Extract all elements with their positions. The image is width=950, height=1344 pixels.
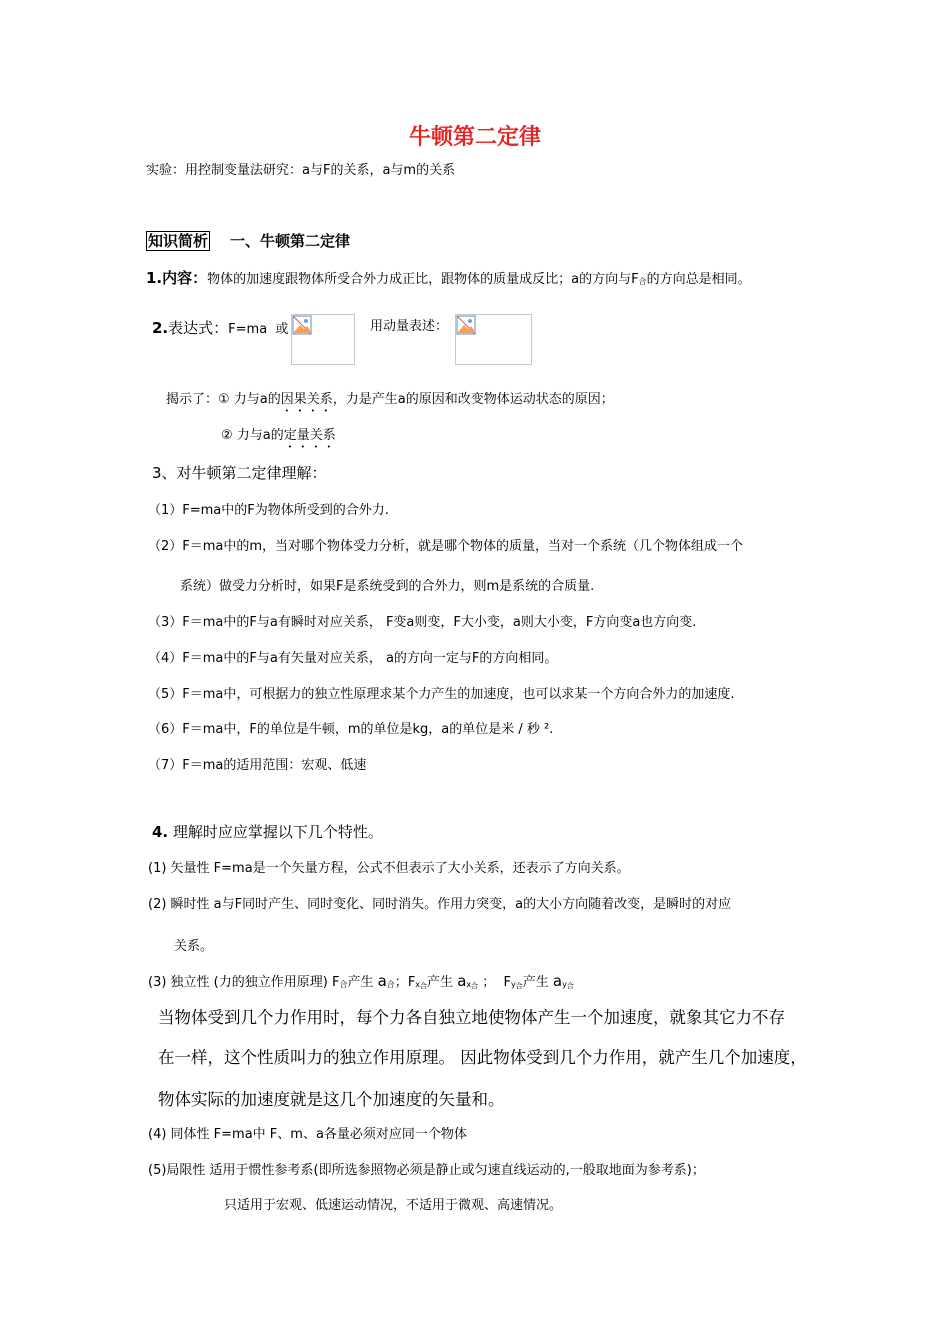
intro-line: 实验：用控制变量法研究：a与F的关系，a与m的关系 <box>146 163 456 178</box>
understanding-item: （3）F＝ma中的F与a有瞬时对应关系， F变a则变，F大小变，a则大小变，F方向变a也方向变. <box>148 615 697 630</box>
reveal-emph-1: 因果关系 <box>280 392 333 407</box>
content-text-after: 的方向总是相同。 <box>646 272 751 287</box>
section-heading <box>146 231 350 251</box>
understanding-item: （4）F＝ma中的F与a有矢量对应关系， a的方向一定与F的方向相同。 <box>148 651 558 666</box>
page-title: 牛顿第二定律 <box>408 125 541 150</box>
content-text: 物体的加速度跟物体所受合外力成正比，跟物体的质量成反比；a的方向与F <box>207 272 639 287</box>
formula-image-placeholder <box>291 314 355 365</box>
reveal-line-2 <box>221 427 336 451</box>
property-limitation-cont: 只适用于宏观、低速运动情况，不适用于微观、高速情况。 <box>224 1198 563 1213</box>
content-line <box>146 268 751 291</box>
reveal-line-1 <box>166 391 614 415</box>
expression-line <box>152 318 288 339</box>
property-instant: (2) 瞬时性 a与F同时产生、同时变化、同时消失。作用力突变，a的大小方向随着改变，是瞬时的对应 <box>148 897 732 912</box>
properties-heading-text: 理解时应应掌握以下几个特性。 <box>172 823 383 841</box>
understanding-item: （7）F＝ma的适用范围：宏观、低速 <box>148 758 367 773</box>
reveal-emph-2: 定量关系 <box>283 428 336 443</box>
momentum-label: 用动量表述： <box>370 319 449 334</box>
property-independence: (3) 独立性 (力的独立作用原理) F合产生 a合；Fx合产生 ax合 ； Fy合产生 ay合 <box>148 972 574 990</box>
expression-label: 表达式： <box>168 319 229 337</box>
reveal-rest: ，力是产生a的原因和改变物体运动状态的原因； <box>332 392 614 407</box>
understanding-heading: 3、对牛顿第二定律理解： <box>152 464 327 482</box>
expression-formula: F=ma <box>228 322 268 337</box>
independence-body: 在一样，这个性质叫力的独立作用原理。 因此物体受到几个力作用，就产生几个加速度， <box>158 1048 807 1067</box>
understanding-item: （6）F＝ma中，F的单位是牛顿，m的单位是kg，a的单位是米 / 秒 ². <box>148 722 554 737</box>
property-vector: (1) 矢量性 F=ma是一个矢量方程，公式不但表示了大小关系，还表示了方向关系。 <box>148 861 630 876</box>
reveal-second-prefix: ② 力与a的 <box>221 428 284 443</box>
content-label: 内容： <box>162 269 208 287</box>
broken-image-icon <box>456 315 476 335</box>
properties-num: 4. <box>152 823 169 841</box>
broken-image-icon <box>292 315 312 335</box>
content-num: 1. <box>146 269 163 287</box>
understanding-item: 系统）做受力分析时，如果F是系统受到的合外力，则m是系统的合质量. <box>180 579 595 594</box>
understanding-item: （5）F＝ma中，可根据力的独立性原理求某个力产生的加速度，也可以求某一个方向合外力的加速度. <box>148 687 735 702</box>
section-title: 一、牛顿第二定律 <box>230 232 351 250</box>
property-same-body: (4) 同体性 F=ma中 F、m、a各量必须对应同一个物体 <box>148 1127 467 1142</box>
understanding-item: （2）F＝ma中的m，当对哪个物体受力分析，就是哪个物体的质量，当对一个系统（几个物体组成一个 <box>148 539 744 554</box>
property-instant-cont: 关系。 <box>174 939 214 954</box>
content-sub: 合 <box>638 277 647 286</box>
expression-num: 2. <box>152 319 169 337</box>
independence-body: 物体实际的加速度就是这几个加速度的矢量和。 <box>158 1090 505 1109</box>
expression-or: 或 <box>275 322 289 337</box>
properties-heading <box>152 822 383 842</box>
momentum-image-placeholder <box>455 314 532 365</box>
independence-body: 当物体受到几个力作用时，每个力各自独立地使物体产生一个加速度，就象其它力不存 <box>158 1008 785 1027</box>
understanding-item: （1）F=ma中的F为物体所受到的合外力. <box>148 503 389 518</box>
property-limitation: (5)局限性 适用于惯性参考系(即所选参照物必须是静止或匀速直线运动的,一般取地面为参考系)； <box>148 1163 705 1178</box>
reveal-prefix: 揭示了：① 力与a的 <box>166 392 281 407</box>
section-tag: 知识简析 <box>148 232 209 250</box>
